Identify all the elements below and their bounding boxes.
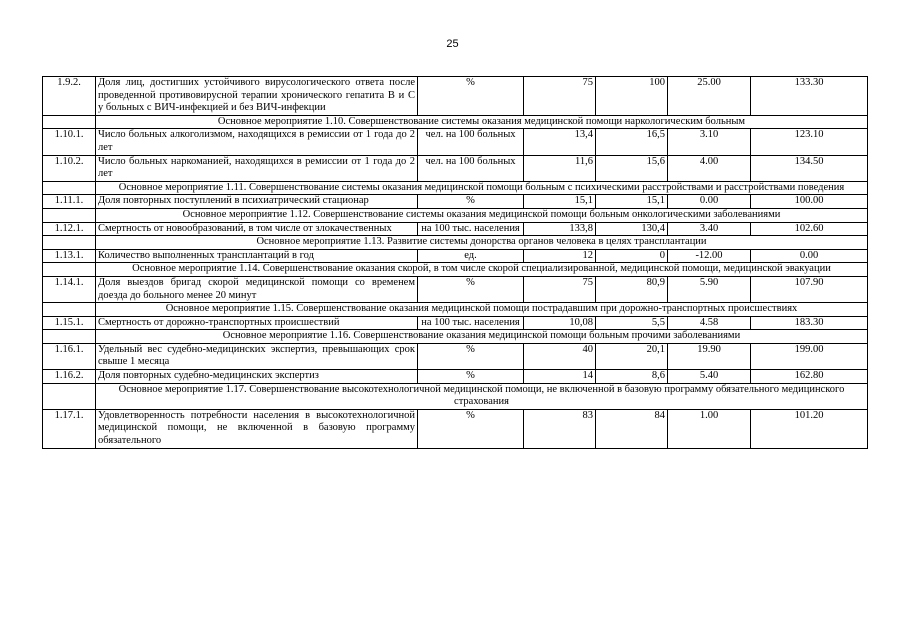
indicator-row (43, 222, 868, 236)
section-title: Основное мероприятие 1.12. Совершенствование системы оказания медицинской помощи больным онкологическими заболеваниями (96, 208, 868, 222)
plan-value: 14 (524, 370, 596, 384)
indicator-name: Смертность от новообразований, в том числе от злокачественных (96, 222, 418, 236)
fact-value: 5,5 (596, 316, 668, 330)
indicator-row (43, 155, 868, 181)
percent-value: 183.30 (751, 316, 868, 330)
plan-value: 15,1 (524, 195, 596, 209)
indicator-row (43, 370, 868, 384)
fact-value: 80,9 (596, 276, 668, 302)
indicator-row (43, 343, 868, 369)
indicator-unit: на 100 тыс. населения (418, 316, 524, 330)
indicator-unit: % (418, 195, 524, 209)
section-title: Основное мероприятие 1.10. Совершенствование системы оказания медицинской помощи наркологическим больным (96, 115, 868, 129)
indicator-row (43, 276, 868, 302)
indicator-unit: % (418, 409, 524, 448)
indicator-number: 1.10.1. (43, 129, 96, 155)
section-title: Основное мероприятие 1.11. Совершенствование системы оказания медицинской помощи больным с психическими расстройствами и расстройствами поведения (96, 181, 868, 195)
indicator-name: Доля лиц, достигших устойчивого вирусологического ответа после проведенной противовирусной терапии хронического гепатита В и С у больных с ВИЧ-инфекцией и без ВИЧ-инфекции (96, 77, 418, 116)
indicator-name: Количество выполненных трансплантаций в год (96, 249, 418, 263)
plan-value: 10,08 (524, 316, 596, 330)
indicator-row (43, 249, 868, 263)
indicator-name: Удовлетворенность потребности населения в высокотехнологичной медицинской помощи, не включенной в базовую программу обязательного (96, 409, 418, 448)
section-spacer-cell (43, 263, 96, 277)
section-row (43, 181, 868, 195)
plan-value: 83 (524, 409, 596, 448)
indicator-unit: на 100 тыс. населения (418, 222, 524, 236)
indicator-unit: чел. на 100 больных (418, 155, 524, 181)
deviation-value: 19.90 (668, 343, 751, 369)
indicator-name: Смертность от дорожно-транспортных происшествий (96, 316, 418, 330)
percent-value: 123.10 (751, 129, 868, 155)
deviation-value: 4.00 (668, 155, 751, 181)
indicator-row (43, 409, 868, 448)
section-title: Основное мероприятие 1.17. Совершенствование высокотехнологичной медицинской помощи, не включенной в базовую программу обязательного медицинского страхования (96, 383, 868, 409)
indicator-number: 1.16.2. (43, 370, 96, 384)
fact-value: 15,6 (596, 155, 668, 181)
fact-value: 100 (596, 77, 668, 116)
section-spacer-cell (43, 330, 96, 344)
fact-value: 130,4 (596, 222, 668, 236)
indicator-name: Число больных алкоголизмом, находящихся в ремиссии от 1 года до 2 лет (96, 129, 418, 155)
section-title: Основное мероприятие 1.16. Совершенствование оказания медицинской помощи больным прочими заболеваниями (96, 330, 868, 344)
indicator-name: Доля повторных судебно-медицинских экспертиз (96, 370, 418, 384)
indicator-name: Доля выездов бригад скорой медицинской помощи со временем доезда до больного менее 20 минут (96, 276, 418, 302)
indicator-unit: % (418, 276, 524, 302)
indicator-number: 1.9.2. (43, 77, 96, 116)
indicator-number: 1.14.1. (43, 276, 96, 302)
section-row (43, 303, 868, 317)
fact-value: 0 (596, 249, 668, 263)
percent-value: 101.20 (751, 409, 868, 448)
fact-value: 8,6 (596, 370, 668, 384)
section-row (43, 383, 868, 409)
section-spacer-cell (43, 303, 96, 317)
indicator-number: 1.13.1. (43, 249, 96, 263)
section-spacer-cell (43, 236, 96, 250)
deviation-value: 3.40 (668, 222, 751, 236)
section-title: Основное мероприятие 1.14. Совершенствование оказания скорой, в том числе скорой специализированной, медицинской помощи, медицинской эвакуации (96, 263, 868, 277)
section-title: Основное мероприятие 1.15. Совершенствование оказания медицинской помощи пострадавшим при дорожно-транспортных происшествиях (96, 303, 868, 317)
deviation-value: -12.00 (668, 249, 751, 263)
percent-value: 102.60 (751, 222, 868, 236)
section-spacer-cell (43, 115, 96, 129)
indicator-name: Доля повторных поступлений в психиатрический стационар (96, 195, 418, 209)
section-spacer-cell (43, 383, 96, 409)
deviation-value: 1.00 (668, 409, 751, 448)
percent-value: 133.30 (751, 77, 868, 116)
plan-value: 11,6 (524, 155, 596, 181)
fact-value: 20,1 (596, 343, 668, 369)
indicator-number: 1.11.1. (43, 195, 96, 209)
percent-value: 199.00 (751, 343, 868, 369)
percent-value: 100.00 (751, 195, 868, 209)
section-row (43, 115, 868, 129)
section-spacer-cell (43, 181, 96, 195)
indicator-number: 1.12.1. (43, 222, 96, 236)
indicator-name: Удельный вес судебно-медицинских экспертиз, превышающих срок свыше 1 месяца (96, 343, 418, 369)
indicator-unit: % (418, 370, 524, 384)
indicator-row (43, 77, 868, 116)
deviation-value: 5.40 (668, 370, 751, 384)
indicator-row (43, 316, 868, 330)
indicators-table (42, 76, 868, 449)
plan-value: 13,4 (524, 129, 596, 155)
percent-value: 0.00 (751, 249, 868, 263)
percent-value: 134.50 (751, 155, 868, 181)
indicator-unit: % (418, 77, 524, 116)
indicator-number: 1.17.1. (43, 409, 96, 448)
indicator-row (43, 129, 868, 155)
section-row (43, 208, 868, 222)
indicator-number: 1.15.1. (43, 316, 96, 330)
plan-value: 75 (524, 276, 596, 302)
deviation-value: 25.00 (668, 77, 751, 116)
plan-value: 75 (524, 77, 596, 116)
section-row (43, 263, 868, 277)
deviation-value: 5.90 (668, 276, 751, 302)
indicator-unit: % (418, 343, 524, 369)
plan-value: 12 (524, 249, 596, 263)
fact-value: 84 (596, 409, 668, 448)
fact-value: 16,5 (596, 129, 668, 155)
indicator-number: 1.10.2. (43, 155, 96, 181)
section-row (43, 330, 868, 344)
indicator-unit: ед. (418, 249, 524, 263)
indicator-number: 1.16.1. (43, 343, 96, 369)
page-number: 25 (446, 38, 459, 50)
indicator-unit: чел. на 100 больных (418, 129, 524, 155)
section-row (43, 236, 868, 250)
section-title: Основное мероприятие 1.13. Развитие системы донорства органов человека в целях трансплантации (96, 236, 868, 250)
indicator-name: Число больных наркоманией, находящихся в ремиссии от 1 года до 2 лет (96, 155, 418, 181)
deviation-value: 3.10 (668, 129, 751, 155)
deviation-value: 4.58 (668, 316, 751, 330)
plan-value: 40 (524, 343, 596, 369)
plan-value: 133,8 (524, 222, 596, 236)
section-spacer-cell (43, 208, 96, 222)
indicator-row (43, 195, 868, 209)
fact-value: 15,1 (596, 195, 668, 209)
deviation-value: 0.00 (668, 195, 751, 209)
percent-value: 107.90 (751, 276, 868, 302)
percent-value: 162.80 (751, 370, 868, 384)
